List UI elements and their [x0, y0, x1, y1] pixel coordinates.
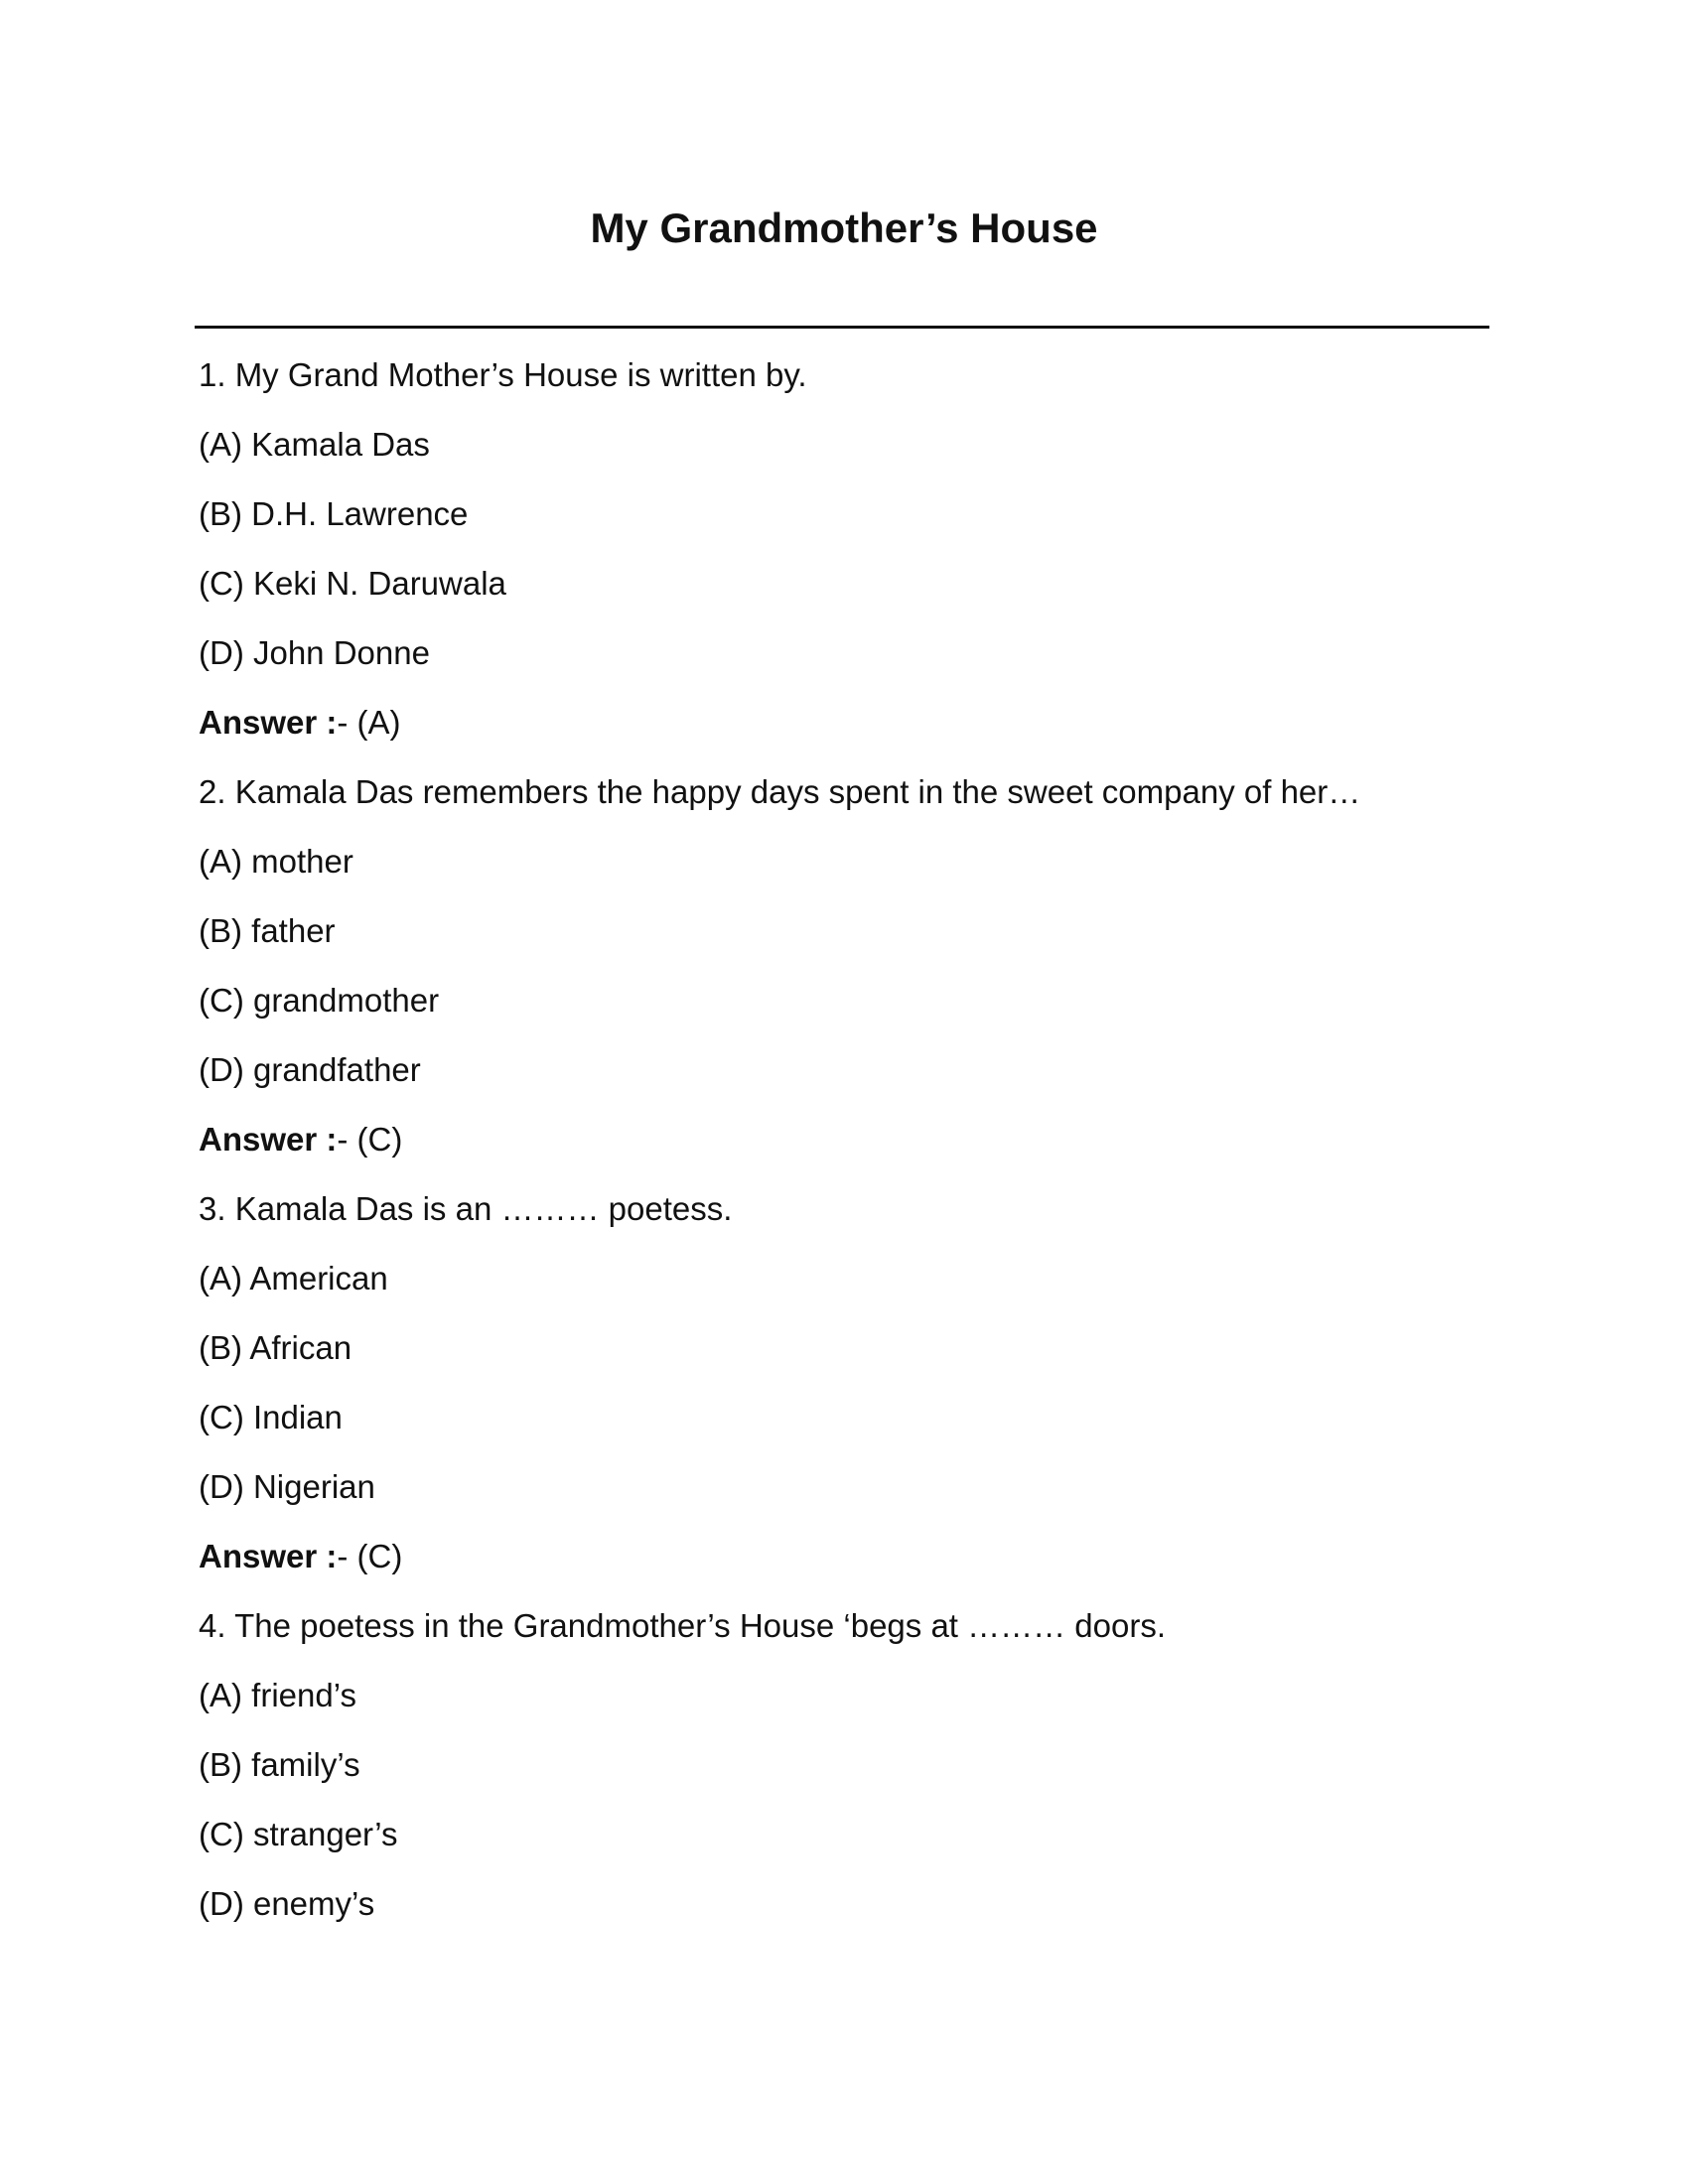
question-text: 4. The poetess in the Grandmother’s House ‘begs at ……… doors.	[199, 1607, 1167, 1644]
option-b: (B) D.H. Lawrence	[199, 495, 469, 532]
answer-label: Answer :	[199, 1121, 338, 1158]
option-c: (C) Keki N. Daruwala	[199, 565, 506, 602]
answer-line	[199, 1529, 1479, 1598]
option-b: (B) African	[199, 1329, 352, 1366]
option-a: (A) Kamala Das	[199, 426, 430, 463]
question-block-1	[199, 347, 1479, 764]
answer-value: - (C)	[337, 1538, 403, 1574]
answer-value: - (A)	[337, 704, 401, 741]
question-text: 3. Kamala Das is an ……… poetess.	[199, 1190, 733, 1227]
option-a: (A) mother	[199, 843, 353, 880]
question-block-4	[199, 1598, 1479, 1946]
option-d: (D) enemy’s	[199, 1885, 375, 1922]
question-text: 2. Kamala Das remembers the happy days spent in the sweet company of her…	[199, 773, 1361, 810]
question-text: 1. My Grand Mother’s House is written by.	[199, 356, 807, 393]
answer-label: Answer :	[199, 704, 338, 741]
question-list	[199, 347, 1479, 1946]
option-b: (B) father	[199, 912, 336, 949]
option-b: (B) family’s	[199, 1746, 360, 1783]
option-c: (C) Indian	[199, 1399, 343, 1435]
option-a: (A) American	[199, 1260, 388, 1297]
document-title: My Grandmother’s House	[590, 205, 1098, 251]
option-d: (D) John Donne	[199, 634, 430, 671]
option-a: (A) friend’s	[199, 1677, 356, 1713]
option-c: (C) stranger’s	[199, 1816, 398, 1852]
title-divider	[195, 326, 1489, 329]
option-d: (D) grandfather	[199, 1051, 421, 1088]
answer-line	[199, 695, 1479, 764]
option-c: (C) grandmother	[199, 982, 440, 1019]
answer-line	[199, 1112, 1479, 1181]
option-d: (D) Nigerian	[199, 1468, 375, 1505]
question-block-2	[199, 764, 1479, 1181]
answer-label: Answer :	[199, 1538, 338, 1574]
question-block-3	[199, 1181, 1479, 1598]
answer-value: - (C)	[337, 1121, 403, 1158]
